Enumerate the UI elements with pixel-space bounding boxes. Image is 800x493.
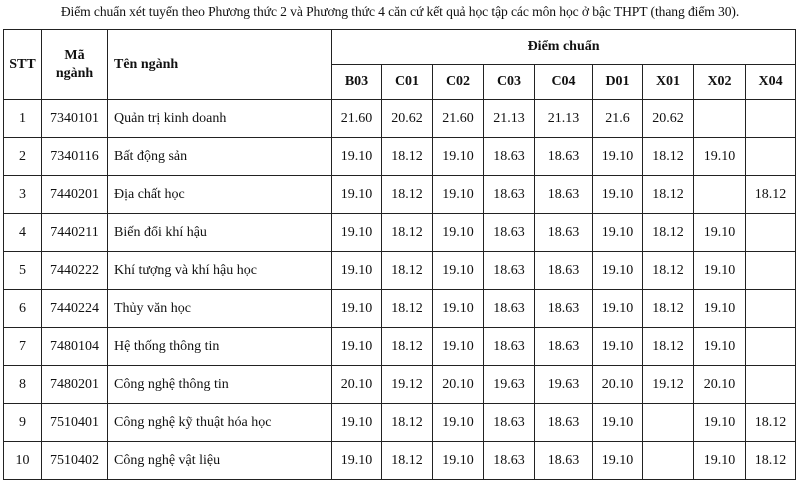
cell-score-c02: 19.10 <box>433 214 484 252</box>
header-stt: STT <box>4 30 42 100</box>
cell-score-x01 <box>643 404 694 442</box>
cell-ma-nganh: 7510401 <box>42 404 108 442</box>
admission-scores-table <box>3 29 796 480</box>
cell-score-b03: 19.10 <box>332 328 382 366</box>
cell-score-x01: 18.12 <box>643 176 694 214</box>
cell-score-x02: 19.10 <box>694 404 746 442</box>
cell-score-b03: 19.10 <box>332 442 382 480</box>
cell-score-d01: 19.10 <box>593 442 643 480</box>
cell-score-c04: 18.63 <box>535 290 593 328</box>
header-ma-nganh <box>42 30 108 100</box>
table-body <box>4 100 796 480</box>
cell-score-x04 <box>746 100 796 138</box>
cell-ma-nganh: 7340101 <box>42 100 108 138</box>
cell-score-c03: 18.63 <box>484 214 535 252</box>
header-group-b03: B03 <box>332 65 382 100</box>
cell-score-x04 <box>746 328 796 366</box>
cell-score-d01: 19.10 <box>593 176 643 214</box>
cell-score-c04: 18.63 <box>535 214 593 252</box>
cell-score-c03: 18.63 <box>484 290 535 328</box>
cell-score-x04 <box>746 138 796 176</box>
cell-score-x04 <box>746 214 796 252</box>
header-group-c04: C04 <box>535 65 593 100</box>
cell-score-b03: 19.10 <box>332 404 382 442</box>
cell-score-x01: 19.12 <box>643 366 694 404</box>
table-row <box>4 328 796 366</box>
cell-ten-nganh: Biến đổi khí hậu <box>108 214 332 252</box>
cell-score-c01: 18.12 <box>382 214 433 252</box>
cell-score-x02: 20.10 <box>694 366 746 404</box>
cell-score-d01: 19.10 <box>593 214 643 252</box>
cell-score-x04 <box>746 252 796 290</box>
cell-score-c03: 18.63 <box>484 252 535 290</box>
cell-score-b03: 19.10 <box>332 290 382 328</box>
cell-score-c01: 18.12 <box>382 252 433 290</box>
cell-score-x04: 18.12 <box>746 442 796 480</box>
cell-score-c02: 19.10 <box>433 404 484 442</box>
cell-ma-nganh: 7480201 <box>42 366 108 404</box>
table-row <box>4 366 796 404</box>
cell-ten-nganh: Địa chất học <box>108 176 332 214</box>
cell-score-x02: 19.10 <box>694 214 746 252</box>
cell-score-c03: 18.63 <box>484 138 535 176</box>
cell-score-b03: 19.10 <box>332 176 382 214</box>
header-group-x01: X01 <box>643 65 694 100</box>
cell-score-x01: 18.12 <box>643 214 694 252</box>
cell-ten-nganh: Bất động sản <box>108 138 332 176</box>
cell-ten-nganh: Quản trị kinh doanh <box>108 100 332 138</box>
cell-ten-nganh: Hệ thống thông tin <box>108 328 332 366</box>
cell-score-x02: 19.10 <box>694 252 746 290</box>
cell-score-x01 <box>643 442 694 480</box>
cell-score-c03: 19.63 <box>484 366 535 404</box>
header-row-top <box>4 30 796 65</box>
cell-score-c01: 18.12 <box>382 404 433 442</box>
cell-stt: 9 <box>4 404 42 442</box>
cell-stt: 5 <box>4 252 42 290</box>
header-diem-chuan: Điểm chuẩn <box>332 30 796 65</box>
cell-stt: 3 <box>4 176 42 214</box>
cell-score-x01: 18.12 <box>643 290 694 328</box>
cell-score-c02: 19.10 <box>433 176 484 214</box>
cell-score-c01: 18.12 <box>382 138 433 176</box>
cell-stt: 7 <box>4 328 42 366</box>
table-row <box>4 176 796 214</box>
cell-score-b03: 21.60 <box>332 100 382 138</box>
cell-score-c04: 18.63 <box>535 404 593 442</box>
cell-ma-nganh: 7440222 <box>42 252 108 290</box>
cell-score-d01: 20.10 <box>593 366 643 404</box>
cell-score-x04 <box>746 290 796 328</box>
cell-score-c04: 18.63 <box>535 252 593 290</box>
cell-score-c02: 19.10 <box>433 138 484 176</box>
cell-score-d01: 19.10 <box>593 138 643 176</box>
cell-score-c03: 21.13 <box>484 100 535 138</box>
cell-score-c04: 18.63 <box>535 442 593 480</box>
table-caption: Điểm chuẩn xét tuyển theo Phương thức 2 và Phương thức 4 căn cứ kết quả học tập các môn học ở bậc THPT (thang điểm 30). <box>60 4 740 19</box>
cell-score-c02: 21.60 <box>433 100 484 138</box>
table-row <box>4 214 796 252</box>
cell-score-c04: 18.63 <box>535 176 593 214</box>
header-group-c03: C03 <box>484 65 535 100</box>
cell-score-c01: 18.12 <box>382 290 433 328</box>
cell-stt: 10 <box>4 442 42 480</box>
header-group-x02: X02 <box>694 65 746 100</box>
cell-score-x01: 18.12 <box>643 138 694 176</box>
cell-score-x04: 18.12 <box>746 404 796 442</box>
cell-stt: 8 <box>4 366 42 404</box>
cell-score-c02: 19.10 <box>433 328 484 366</box>
cell-score-x02: 19.10 <box>694 290 746 328</box>
header-ten-nganh: Tên ngành <box>108 30 332 100</box>
cell-ten-nganh: Công nghệ thông tin <box>108 366 332 404</box>
cell-score-d01: 19.10 <box>593 290 643 328</box>
cell-stt: 1 <box>4 100 42 138</box>
cell-score-c02: 19.10 <box>433 290 484 328</box>
header-ma-line2: ngành <box>55 65 94 81</box>
cell-score-b03: 19.10 <box>332 252 382 290</box>
cell-score-c02: 19.10 <box>433 252 484 290</box>
cell-score-c03: 18.63 <box>484 328 535 366</box>
cell-score-x04 <box>746 366 796 404</box>
cell-score-x04: 18.12 <box>746 176 796 214</box>
cell-ma-nganh: 7510402 <box>42 442 108 480</box>
cell-ma-nganh: 7340116 <box>42 138 108 176</box>
cell-ma-nganh: 7440211 <box>42 214 108 252</box>
cell-score-x01: 20.62 <box>643 100 694 138</box>
cell-score-c01: 18.12 <box>382 176 433 214</box>
table-row <box>4 442 796 480</box>
cell-score-x02: 19.10 <box>694 138 746 176</box>
cell-score-b03: 19.10 <box>332 214 382 252</box>
cell-score-c02: 19.10 <box>433 442 484 480</box>
header-group-c01: C01 <box>382 65 433 100</box>
cell-score-c01: 18.12 <box>382 442 433 480</box>
cell-ma-nganh: 7480104 <box>42 328 108 366</box>
header-group-d01: D01 <box>593 65 643 100</box>
cell-score-c03: 18.63 <box>484 176 535 214</box>
table-row <box>4 252 796 290</box>
cell-score-x02 <box>694 176 746 214</box>
cell-score-d01: 21.6 <box>593 100 643 138</box>
cell-score-c01: 19.12 <box>382 366 433 404</box>
cell-score-d01: 19.10 <box>593 328 643 366</box>
cell-score-c04: 19.63 <box>535 366 593 404</box>
header-ma-line1: Mã <box>64 48 85 63</box>
cell-score-d01: 19.10 <box>593 404 643 442</box>
header-group-x04: X04 <box>746 65 796 100</box>
table-row <box>4 404 796 442</box>
cell-score-x01: 18.12 <box>643 252 694 290</box>
cell-ten-nganh: Thủy văn học <box>108 290 332 328</box>
table-row <box>4 138 796 176</box>
cell-score-c02: 20.10 <box>433 366 484 404</box>
table-row <box>4 290 796 328</box>
cell-score-c03: 18.63 <box>484 442 535 480</box>
cell-score-x02: 19.10 <box>694 328 746 366</box>
cell-ma-nganh: 7440224 <box>42 290 108 328</box>
cell-score-b03: 19.10 <box>332 138 382 176</box>
cell-stt: 2 <box>4 138 42 176</box>
cell-score-x01: 18.12 <box>643 328 694 366</box>
cell-stt: 4 <box>4 214 42 252</box>
header-group-c02: C02 <box>433 65 484 100</box>
cell-score-x02: 19.10 <box>694 442 746 480</box>
cell-stt: 6 <box>4 290 42 328</box>
cell-score-c01: 20.62 <box>382 100 433 138</box>
cell-score-c04: 18.63 <box>535 138 593 176</box>
cell-ten-nganh: Công nghệ kỹ thuật hóa học <box>108 404 332 442</box>
cell-score-b03: 20.10 <box>332 366 382 404</box>
cell-score-d01: 19.10 <box>593 252 643 290</box>
cell-score-x02 <box>694 100 746 138</box>
table-row <box>4 100 796 138</box>
cell-ten-nganh: Khí tượng và khí hậu học <box>108 252 332 290</box>
cell-score-c04: 21.13 <box>535 100 593 138</box>
cell-score-c04: 18.63 <box>535 328 593 366</box>
cell-ten-nganh: Công nghệ vật liệu <box>108 442 332 480</box>
cell-score-c03: 18.63 <box>484 404 535 442</box>
cell-score-c01: 18.12 <box>382 328 433 366</box>
cell-ma-nganh: 7440201 <box>42 176 108 214</box>
